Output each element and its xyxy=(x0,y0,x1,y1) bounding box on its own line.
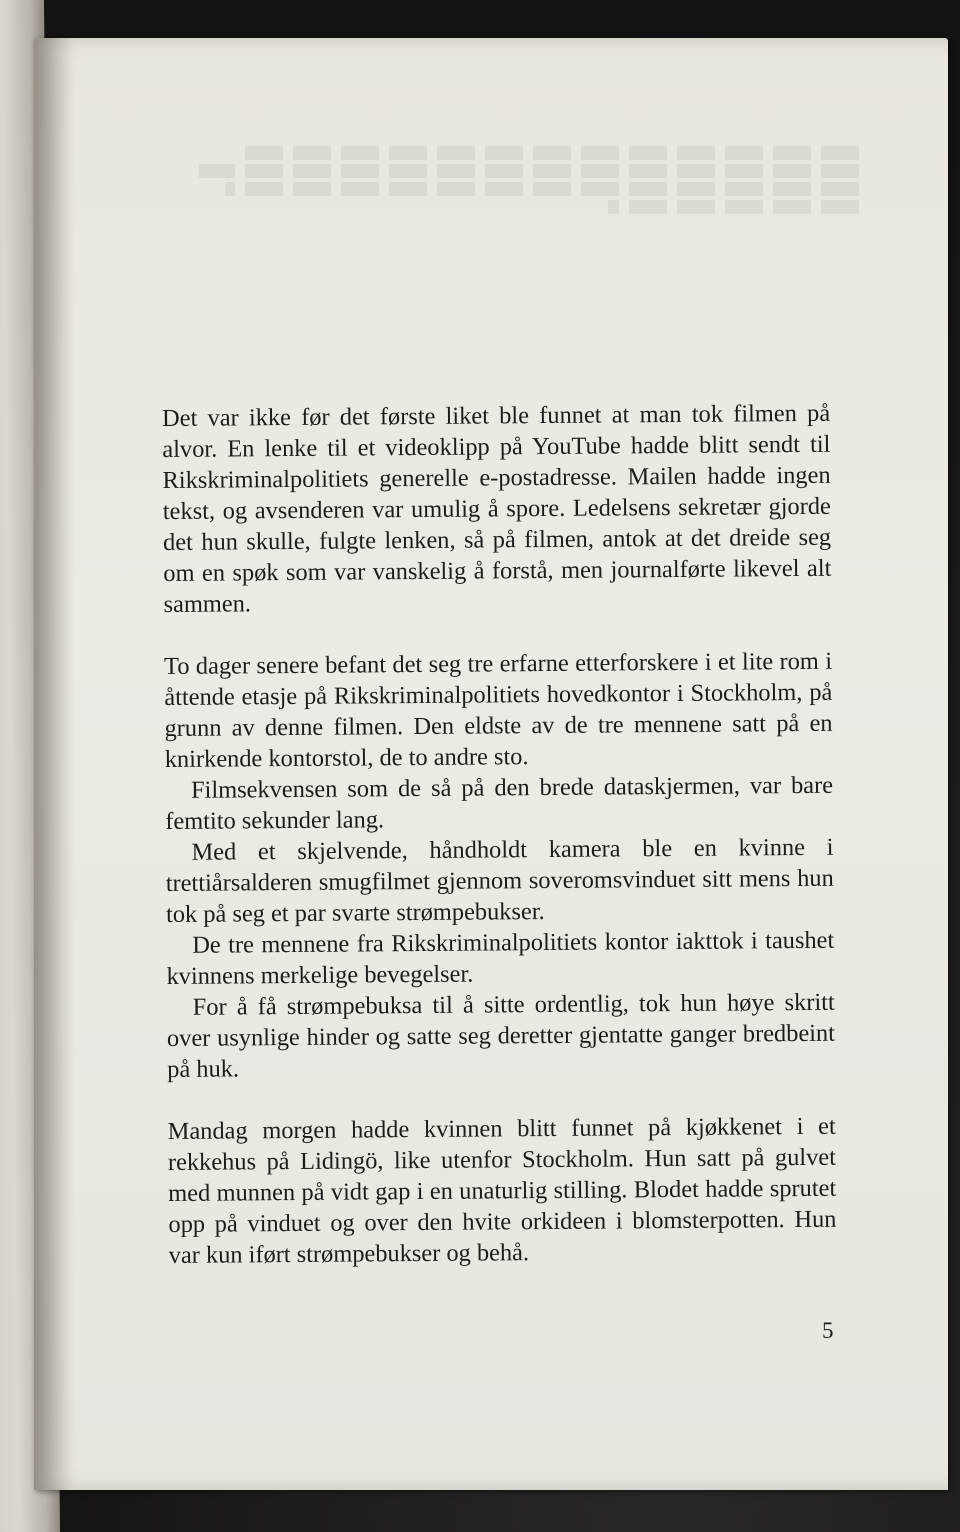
paragraph-two-days-later: To dager senere befant det seg tre erfarne etterforskere i et lite rom i åttende etasje på Rikskriminalpolitiets hovedkontor i Stockholm, på grunn av denne filmen. Den eldste av de tre mennene satt på en knirkende kontorstol, de to andre sto. xyxy=(163,647,833,773)
page-body xyxy=(162,398,837,1271)
bleed-through-text xyxy=(199,146,859,218)
paragraph-monday-morning: Mandag morgen hadde kvinnen blitt funnet på kjøkkenet i et rekkehus på Lidingö, like utenfor Stockholm. Hun satt på gulvet med munnen på vidt gap i en unaturlig stilling. Blodet hadde sprutet opp på vinduet og over den hvite orkideen i blomsterpotten. Hun var kun iført strømpebukser og behå. xyxy=(167,1112,837,1269)
paragraph-three-men: De tre mennene fra Rikskriminalpolitiets kontor iakttok i taushet kvinnens merkelige bevegelser. xyxy=(166,926,835,990)
paragraph-shaky-camera: Med et skjelvende, håndholdt kamera ble en kvinne i trettiårsalderen smugfilmet gjennom soveromsvinduet sitt mens hun tok på seg et par svarte strømpebukser. xyxy=(165,833,834,928)
paragraph-opening: Det var ikke før det første liket ble funnet at man tok filmen på alvor. En lenke til et videoklipp på YouTube hadde blitt sendt til Rikskriminalpolitiets generelle e-postadresse. Mailen hadde ingen tekst, og avsenderen var umulig å spore. Ledelsens sekretær gjorde det hun skulle, fulgte lenken, så på filmen, antok at det dreide seg om en spøk som var vanskelig å forstå, men journalførte likevel alt sammen. xyxy=(162,399,832,618)
paragraph-tights: For å få strømpebuksa til å sitte ordentlig, tok hun høye skritt over usynlige hinder og satte seg deretter gjentatte ganger bredbeint på huk. xyxy=(166,988,836,1083)
page-number: 5 xyxy=(822,1318,834,1343)
paragraph-film-sequence: Filmsekvensen som de så på den brede dataskjermen, var bare femtito sekunder lang. xyxy=(165,771,834,835)
